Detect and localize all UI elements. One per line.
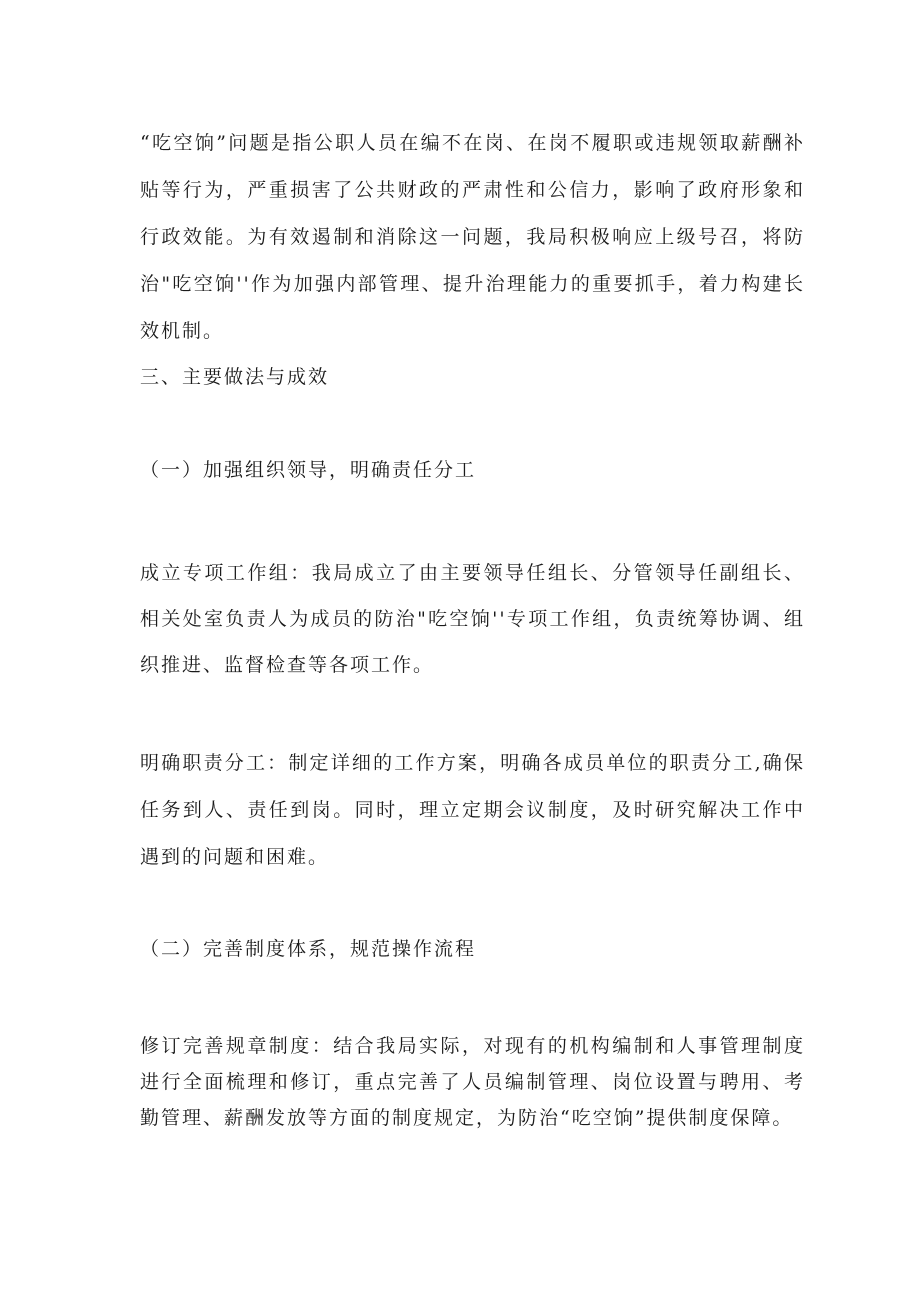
- section-heading-main-practices: 三、主要做法与成效: [140, 366, 330, 388]
- intro-paragraph: “吃空饷”问题是指公职人员在编不在岗、在岗不履职或违规领取薪酬补贴等行为，严重损害了公共财政的严肃性和公信力，影响了政府形象和行政效能。为有效遏制和消除这一问题，我局积极响应上级号召，将防治"吃空饷''作为加强内部管理、提升治理能力的重要抓手，着力构建长效机制。: [140, 132, 805, 342]
- paragraph-responsibility: 明确职责分工：制定详细的工作方案，明确各成员单位的职责分工,确保任务到人、责任到岗。同时，理立定期会议制度，及时研究解决工作中遇到的问题和困难。: [140, 752, 805, 868]
- paragraph-rules-revision: 修订完善规章制度：结合我局实际，对现有的机构编制和人事管理制度进行全面梳理和修订，重点完善了人员编制管理、岗位设置与聘用、考勤管理、薪酬发放等方面的制度规定，为防治“吃空饷”提供制度保障。: [140, 1035, 805, 1129]
- subsection-heading-system: （二）完善制度体系，规范操作流程: [140, 938, 477, 960]
- subsection-heading-organization: （一）加强组织领导，明确责任分工: [140, 459, 477, 481]
- paragraph-work-group: 成立专项工作组：我局成立了由主要领导任组长、分管领导任副组长、相关处室负责人为成员的防治"吃空饷''专项工作组，负责统筹协调、组织推进、监督检查等各项工作。: [140, 562, 805, 676]
